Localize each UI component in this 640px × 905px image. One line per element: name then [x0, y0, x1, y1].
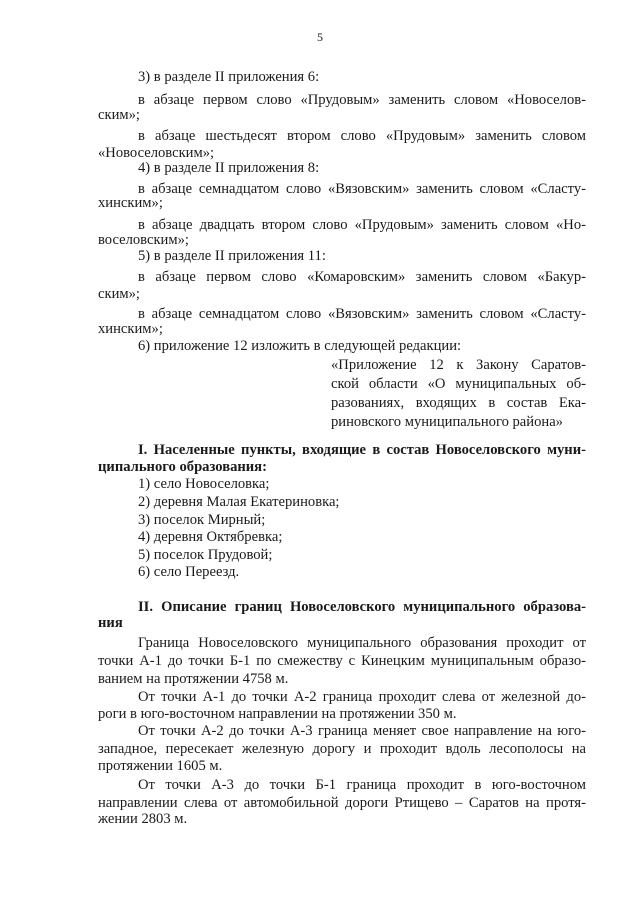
- section-2-line: точки А-1 до точки Б-1 по смежеству с Кинецким муниципальным образо-: [98, 653, 586, 669]
- amendment-line: в абзаце первом слово «Комаровским» заменить словом «Бакур-: [138, 269, 586, 285]
- amendment-line: в абзаце первом слово «Прудовым» заменить словом «Новоселов-: [138, 92, 586, 108]
- page-number: 5: [317, 30, 323, 44]
- amendment-line: 5) в разделе II приложения 11:: [138, 248, 326, 264]
- section-1-line: 1) село Новоселовка;: [138, 476, 270, 492]
- section-1-line: 5) поселок Прудовой;: [138, 547, 273, 563]
- amendment-line: ским»;: [98, 107, 140, 123]
- section-1-line: 2) деревня Малая Екатериновка;: [138, 494, 340, 510]
- section-2-line: От точки А-2 до точки А-3 граница меняет свое направление на юго-: [138, 723, 586, 739]
- section-2-line: ванием на протяжении 4758 м.: [98, 671, 289, 687]
- section-2-line: роги в юго-восточном направлении на протяжении 350 м.: [98, 706, 457, 722]
- section-2-line: направлении слева от автомобильной дороги Ртищево – Саратов на протя-: [98, 795, 586, 811]
- amendment-line: 6) приложение 12 изложить в следующей редакции:: [138, 338, 462, 354]
- annex-heading-quote-line: ской области «О муниципальных об-: [331, 376, 586, 392]
- section-1-line: 6) село Переезд.: [138, 564, 240, 580]
- amendment-line: воселовским»;: [98, 232, 189, 248]
- section-1-line: 4) деревня Октябревка;: [138, 529, 283, 545]
- section-2-line: ния: [98, 615, 123, 631]
- section-2-line: II. Описание границ Новоселовского муниципального образова-: [138, 599, 586, 615]
- section-1-line: 3) поселок Мирный;: [138, 512, 266, 528]
- amendment-line: хинским»;: [98, 321, 163, 337]
- amendment-line: в абзаце шестьдесят втором слово «Прудовым» заменить словом: [138, 128, 586, 144]
- annex-heading-quote-line: разованиях, входящих в состав Ека-: [331, 395, 586, 411]
- amendment-line: в абзаце семнадцатом слово «Вязовским» заменить словом «Сласту-: [138, 306, 586, 322]
- section-2-line: жении 2803 м.: [98, 811, 188, 827]
- section-2-line: Граница Новоселовского муниципального образования проходит от: [138, 635, 586, 651]
- section-2-line: От точки А-3 до точки Б-1 граница проходит в юго-восточном: [138, 777, 586, 793]
- section-1-line: I. Населенные пункты, входящие в состав Новоселовского муни-: [138, 442, 586, 458]
- section-2-line: От точки А-1 до точки А-2 граница проходит слева от железной до-: [138, 689, 586, 705]
- amendment-line: 4) в разделе II приложения 8:: [138, 160, 320, 176]
- amendment-line: в абзаце двадцать втором слово «Прудовым» заменить словом «Но-: [138, 217, 586, 233]
- amendment-line: ским»;: [98, 286, 140, 302]
- section-2-line: западное, пересекает железную дорогу и проходит вдоль лесополосы на: [98, 741, 586, 757]
- annex-heading-quote-line: «Приложение 12 к Закону Саратов-: [331, 357, 586, 373]
- amendment-line: 3) в разделе II приложения 6:: [138, 69, 320, 85]
- amendment-line: в абзаце семнадцатом слово «Вязовским» заменить словом «Сласту-: [138, 181, 586, 197]
- amendment-line: «Новоселовским»;: [98, 145, 215, 161]
- section-1-line: ципального образования:: [98, 459, 267, 475]
- amendment-line: хинским»;: [98, 195, 163, 211]
- annex-heading-quote-line: риновского муниципального района»: [331, 414, 563, 430]
- section-2-line: протяжении 1605 м.: [98, 758, 223, 774]
